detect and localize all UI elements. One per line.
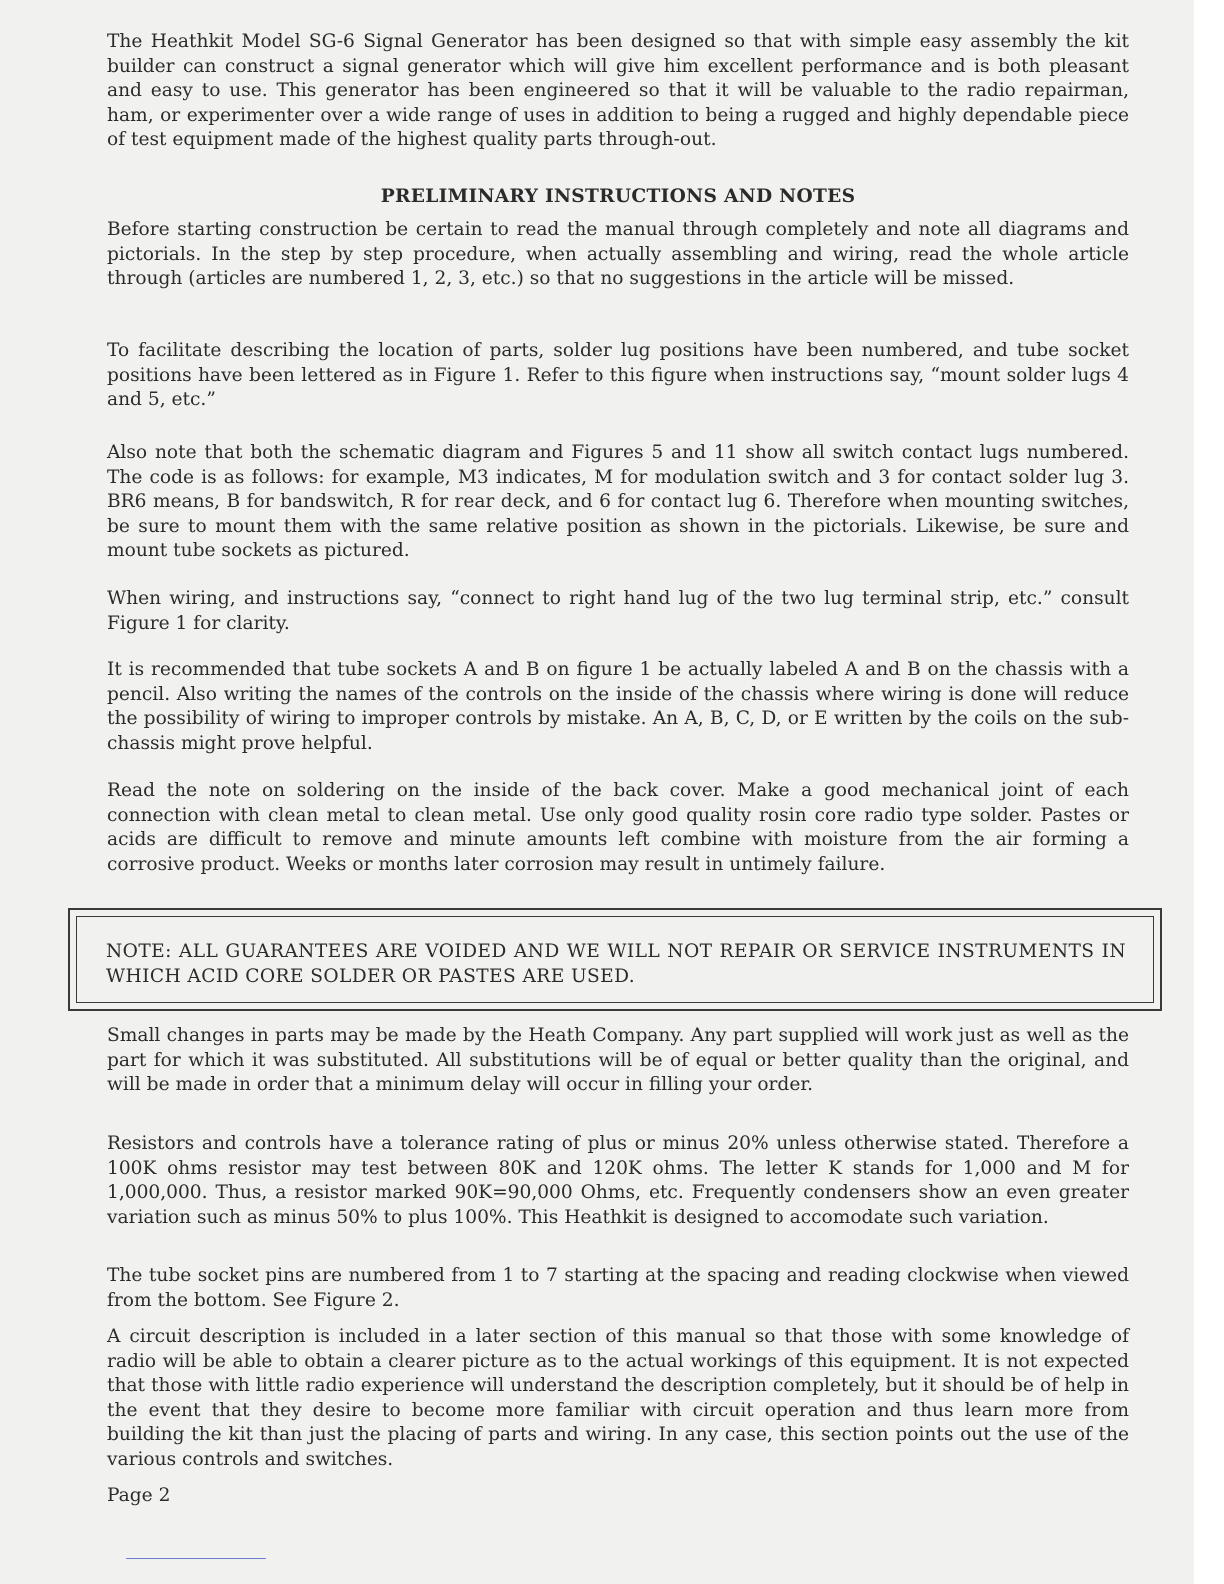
paragraph-tube-socket-pins: The tube socket pins are numbered from 1 to 7 starting at the spacing and reading clockwise when viewed from the bottom. See Figure 2. [107, 1265, 1129, 1311]
warning-note-box [68, 908, 1162, 1011]
paragraph-tolerance: Resistors and controls have a tolerance rating of plus or minus 20% unless otherwise stated. Therefore a 100K ohms resistor may test between 80K and 120K ohms. The letter K stands for 1,000 and M for 1,000,000. Thus, a resistor marked 90K=90,000 Ohms, etc. Frequently condensers show an even greater variation such as minus 50% to plus 100%. This Heathkit is designed to accomodate such variation. [107, 1133, 1129, 1228]
scan-edge-line [126, 1558, 266, 1559]
paragraph-circuit-description: A circuit description is included in a later section of this manual so that those with some knowledge of radio will be able to obtain a clearer picture as to the actual workings of this equipment. It is not expected that those with little radio experience will understand the description completely, but it should be of help in the event that they desire to become more familiar with circuit operation and thus learn more from building the kit than just the placing of parts and wiring. In any case, this section points out the use of the various controls and switches. [107, 1326, 1129, 1470]
paragraph-switch-contact-lugs: Also note that both the schematic diagram and Figures 5 and 11 show all switch contact lugs numbered. The code is as follows: for example, M3 indicates, M for modulation switch and 3 for contact solder lug 3. BR6 means, B for bandswitch, R for rear deck, and 6 for contact lug 6. Therefore when mounting switches, be sure to mount them with the same relative position as shown in the pictorials. Likewise, be sure and mount tube sockets as pictured. [107, 442, 1129, 562]
warning-note-text: NOTE: ALL GUARANTEES ARE VOIDED AND WE WILL NOT REPAIR OR SERVICE INSTRUMENTS IN WHICH ACID CORE SOLDER OR PASTES ARE USED. [106, 941, 1126, 987]
intro-paragraph: The Heathkit Model SG-6 Signal Generator has been designed so that with simple easy assembly the kit builder can construct a signal generator which will give him excellent performance and is both pleasant and easy to use. This generator has been engineered so that it will be valuable to the radio repairman, ham, or experimenter over a wide range of uses in addition to being a rugged and highly dependable piece of test equipment made of the highest quality parts through-out. [107, 31, 1129, 151]
paragraph-part-substitutions: Small changes in parts may be made by the Heath Company. Any part supplied will work just as well as the part for which it was substituted. All substitutions will be of equal or better quality than the original, and will be made in order that a minimum delay will occur in filling your order. [107, 1025, 1129, 1096]
paragraph-tube-socket-labels: It is recommended that tube sockets A and B on figure 1 be actually labeled A and B on the chassis with a pencil. Also writing the names of the controls on the inside of the chassis where wiring is done will reduce the possibility of wiring to improper controls by mistake. An A, B, C, D, or E written by the coils on the sub-chassis might prove helpful. [107, 659, 1129, 754]
paragraph-wiring-instructions: When wiring, and instructions say, “connect to right hand lug of the two lug terminal strip, etc.” consult Figure 1 for clarity. [107, 588, 1129, 634]
page-edge [1194, 0, 1224, 1584]
page-number: Page 2 [107, 1485, 171, 1506]
paragraph-solder-lug-positions: To facilitate describing the location of parts, solder lug positions have been numbered, and tube socket positions have been lettered as in Figure 1. Refer to this figure when instructions say, “mount solder lugs 4 and 5, etc.” [107, 340, 1129, 411]
paragraph-before-starting: Before starting construction be certain to read the manual through completely and note all diagrams and pictorials. In the step by step procedure, when actually assembling and wiring, read the whole article through (articles are numbered 1, 2, 3, etc.) so that no suggestions in the article will be missed. [107, 219, 1129, 290]
section-heading: PRELIMINARY INSTRUCTIONS AND NOTES [380, 186, 856, 207]
paragraph-soldering: Read the note on soldering on the inside of the back cover. Make a good mechanical joint of each connection with clean metal to clean metal. Use only good quality rosin core radio type solder. Pastes or acids are difficult to remove and minute amounts left combine with moisture from the air forming a corrosive product. Weeks or months later corrosion may result in untimely failure. [107, 780, 1129, 875]
